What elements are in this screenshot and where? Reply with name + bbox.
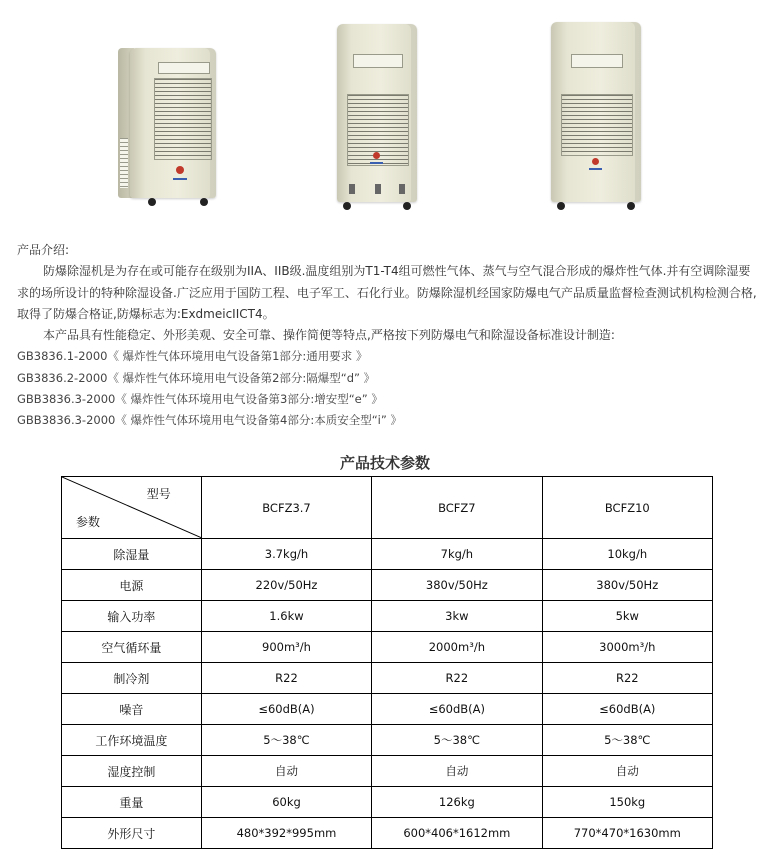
table-cell: 600*406*1612mm	[372, 818, 542, 849]
table-cell: 10kg/h	[542, 539, 712, 570]
corner-cell	[62, 477, 202, 539]
table-cell: 3.7kg/h	[201, 539, 371, 570]
param-label: 重量	[62, 787, 202, 818]
table-cell: 7kg/h	[372, 539, 542, 570]
product-image-small	[118, 48, 218, 210]
table-cell: 5～38℃	[542, 725, 712, 756]
standard-item: GB3836.2-2000《 爆炸性气体环境用电气设备第2部分:隔爆型“d” 》	[17, 370, 376, 385]
table-cell: 5kw	[542, 601, 712, 632]
product-intro	[17, 240, 762, 432]
intro-heading: 产品介绍:	[17, 243, 70, 257]
param-label: 空气循环量	[62, 632, 202, 663]
table-cell: 150kg	[542, 787, 712, 818]
table-cell: 126kg	[372, 787, 542, 818]
table-row	[62, 663, 713, 694]
table-row	[62, 539, 713, 570]
model-header: BCFZ10	[542, 477, 712, 539]
table-row	[62, 818, 713, 849]
product-image-medium	[337, 24, 419, 212]
param-label: 制冷剂	[62, 663, 202, 694]
product-photos	[0, 0, 770, 230]
standard-item: GB3836.1-2000《 爆炸性气体环境用电气设备第1部分:通用要求 》	[17, 349, 368, 364]
param-label: 湿度控制	[62, 756, 202, 787]
param-label: 输入功率	[62, 601, 202, 632]
table-cell: 380v/50Hz	[372, 570, 542, 601]
table-row	[62, 694, 713, 725]
model-header: BCFZ7	[372, 477, 542, 539]
table-cell: 900m³/h	[201, 632, 371, 663]
standard-item: GBB3836.3-2000《 爆炸性气体环境用电气设备第4部分:本质安全型“i” 》	[17, 413, 402, 428]
table-row	[62, 601, 713, 632]
corner-label-param: 参数	[76, 515, 101, 529]
param-label: 噪音	[62, 694, 202, 725]
table-cell: R22	[372, 663, 542, 694]
product-image-large	[551, 22, 643, 212]
param-label: 工作环境温度	[62, 725, 202, 756]
corner-label-model: 型号	[146, 487, 171, 501]
standard-item: GBB3836.3-2000《 爆炸性气体环境用电气设备第3部分:增安型“e” 》	[17, 392, 383, 407]
table-cell: R22	[542, 663, 712, 694]
table-row	[62, 632, 713, 663]
table-cell: 220v/50Hz	[201, 570, 371, 601]
table-header-row	[62, 477, 713, 539]
table-cell: 3kw	[372, 601, 542, 632]
table-cell: 60kg	[201, 787, 371, 818]
table-cell: ≤60dB(A)	[201, 694, 371, 725]
model-header: BCFZ3.7	[201, 477, 371, 539]
table-cell: 380v/50Hz	[542, 570, 712, 601]
table-row	[62, 787, 713, 818]
table-cell: 自动	[372, 756, 542, 787]
table-cell: 1.6kw	[201, 601, 371, 632]
intro-paragraph-2: 本产品具有性能稳定、外形美观、安全可靠、操作简便等特点,严格按下列防爆电气和除湿设备标准设计制造:	[43, 328, 615, 343]
table-cell: ≤60dB(A)	[542, 694, 712, 725]
table-cell: 3000m³/h	[542, 632, 712, 663]
table-cell: ≤60dB(A)	[372, 694, 542, 725]
table-row	[62, 725, 713, 756]
table-cell: 770*470*1630mm	[542, 818, 712, 849]
table-cell: 自动	[542, 756, 712, 787]
table-row	[62, 756, 713, 787]
param-label: 电源	[62, 570, 202, 601]
spec-table	[61, 476, 713, 849]
table-title: 产品技术参数	[339, 454, 430, 472]
table-cell: 480*392*995mm	[201, 818, 371, 849]
table-cell: 5～38℃	[372, 725, 542, 756]
table-cell: 自动	[201, 756, 371, 787]
table-cell: R22	[201, 663, 371, 694]
intro-paragraph-1: 防爆除湿机是为存在或可能存在级别为IIA、IIB级.温度组别为T1-T4组可燃性气体、蒸气与空气混合形成的爆炸性气体.并有空调除湿要求的场所设计的特种除湿设备.广泛应用于国防工程、电子军工、石化行业。防爆除湿机经国家防爆电气产品质量监督检查测试机构检测合格,取得了防爆合格证,防爆标志为:ExdmeicIICT4。	[17, 264, 757, 321]
table-row	[62, 570, 713, 601]
param-label: 除湿量	[62, 539, 202, 570]
table-cell: 5～38℃	[201, 725, 371, 756]
table-cell: 2000m³/h	[372, 632, 542, 663]
param-label: 外形尺寸	[62, 818, 202, 849]
